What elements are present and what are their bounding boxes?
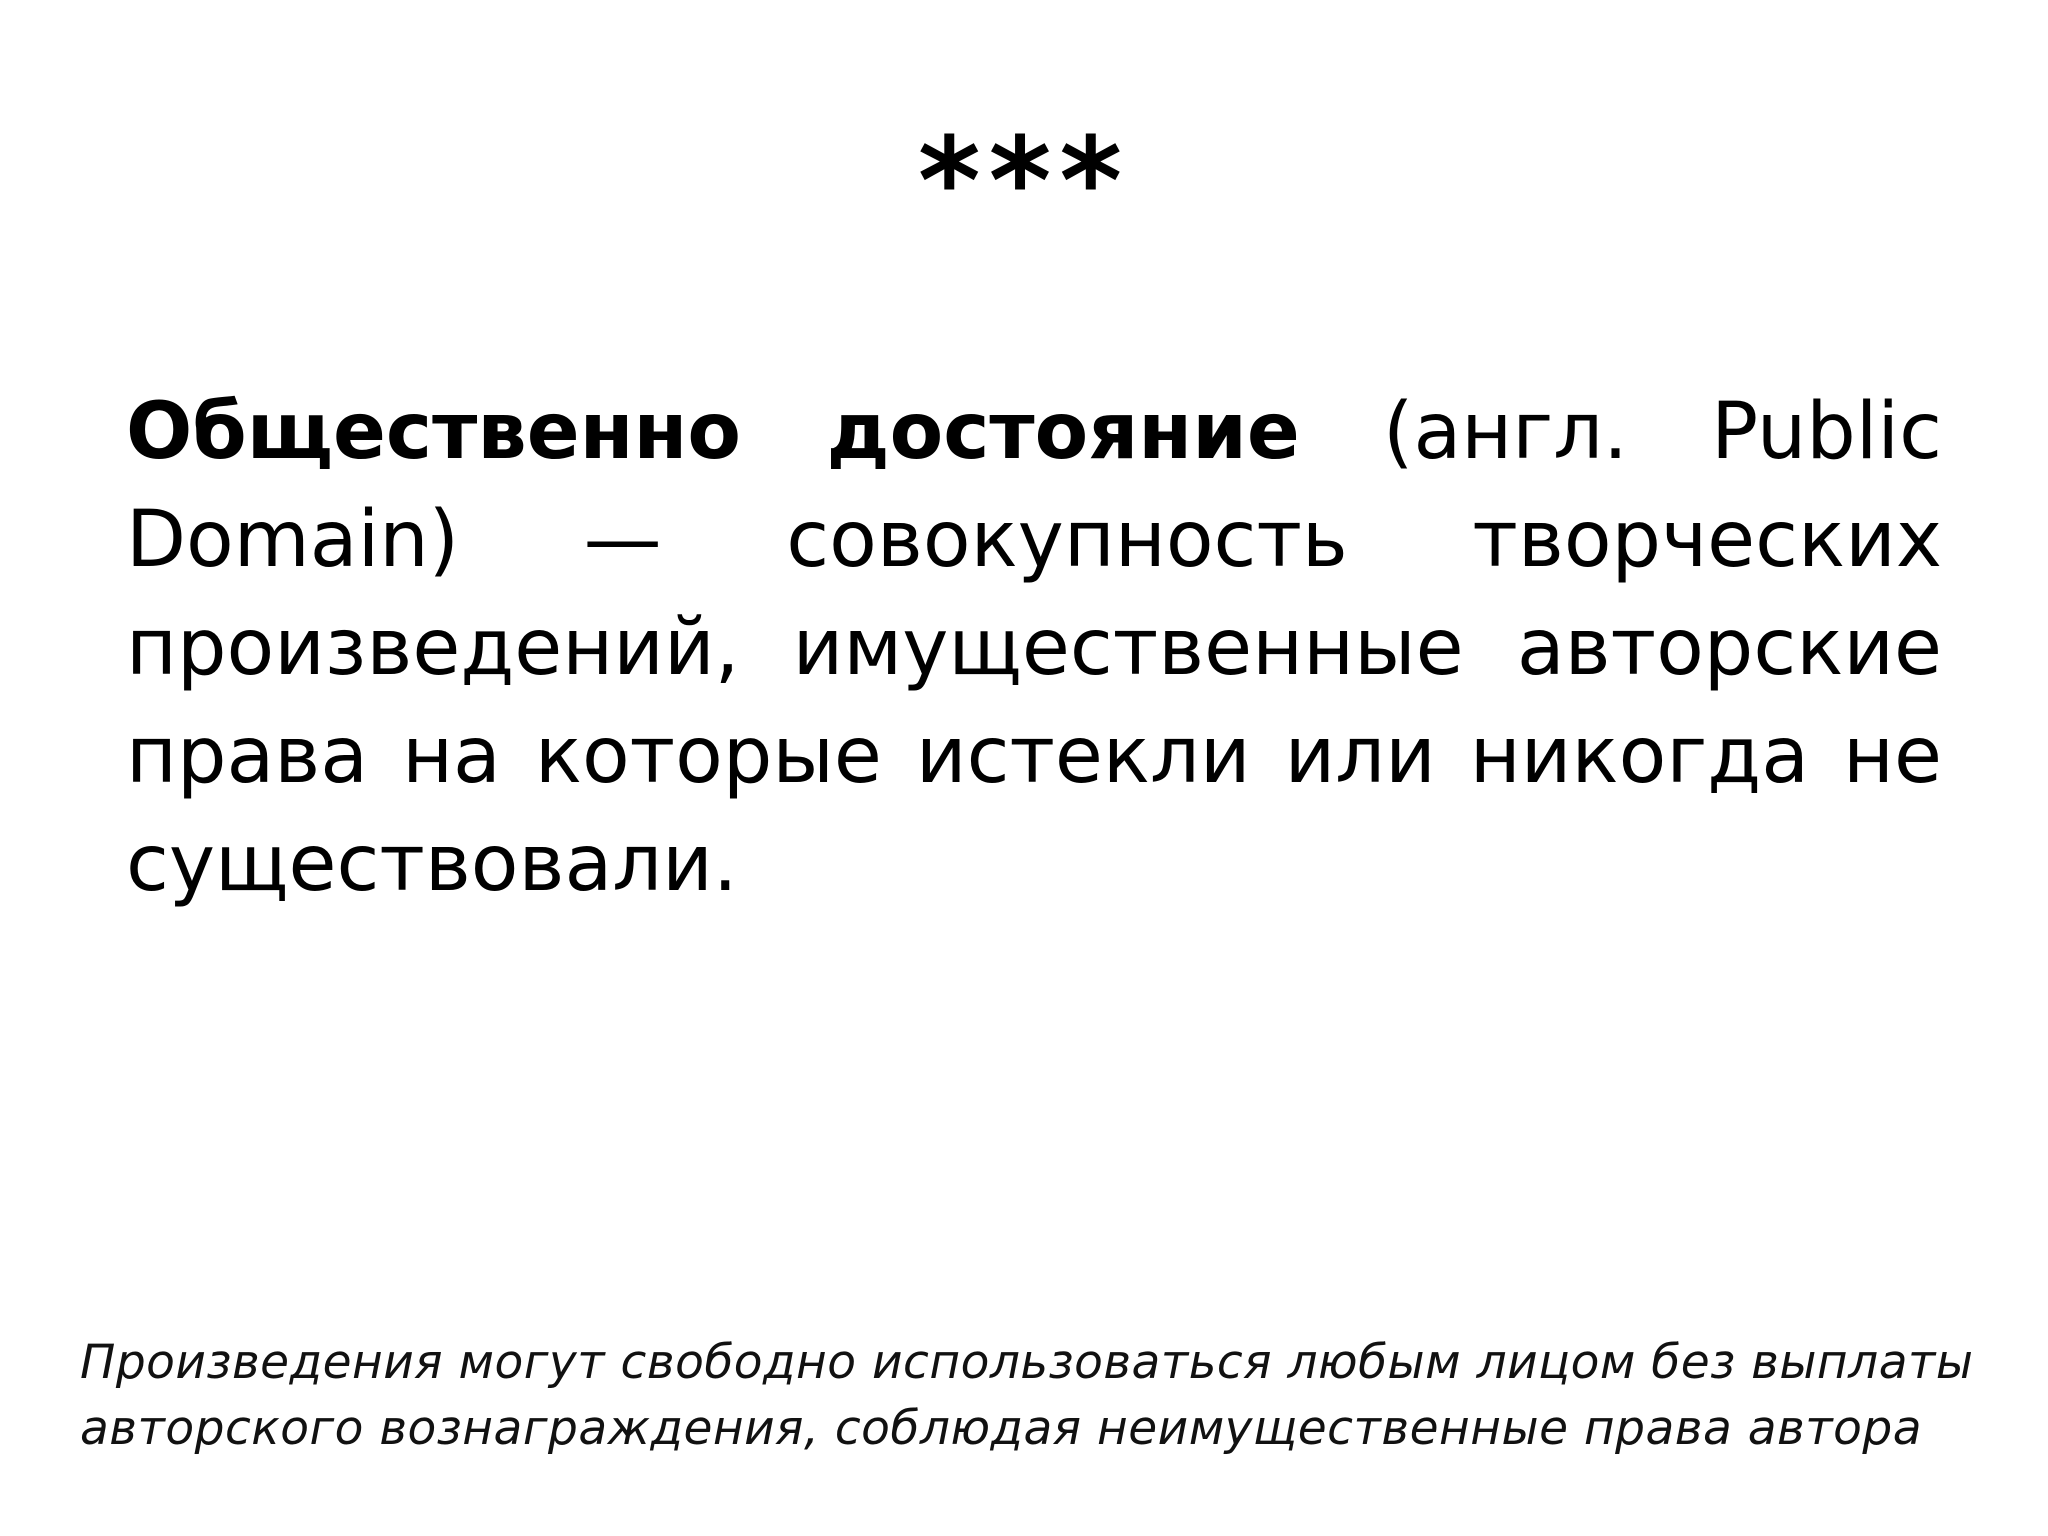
definition-term: Общественно достояние [126,387,1300,477]
definition-paragraph [126,378,1942,918]
definition-body: (англ. Public Domain) — совокупность творческих произведений, имущественные авторские права на которые истекли или никогда не существовали. [126,387,1942,909]
footnote-line-2: авторского вознаграждения, соблюдая неимущественные права автора [80,1401,1923,1456]
footnote [80,1330,2020,1462]
section-ornament: *** [917,113,1131,252]
footnote-line-1: Произведения могут свободно использоваться любым лицом без выплаты [80,1335,1974,1390]
